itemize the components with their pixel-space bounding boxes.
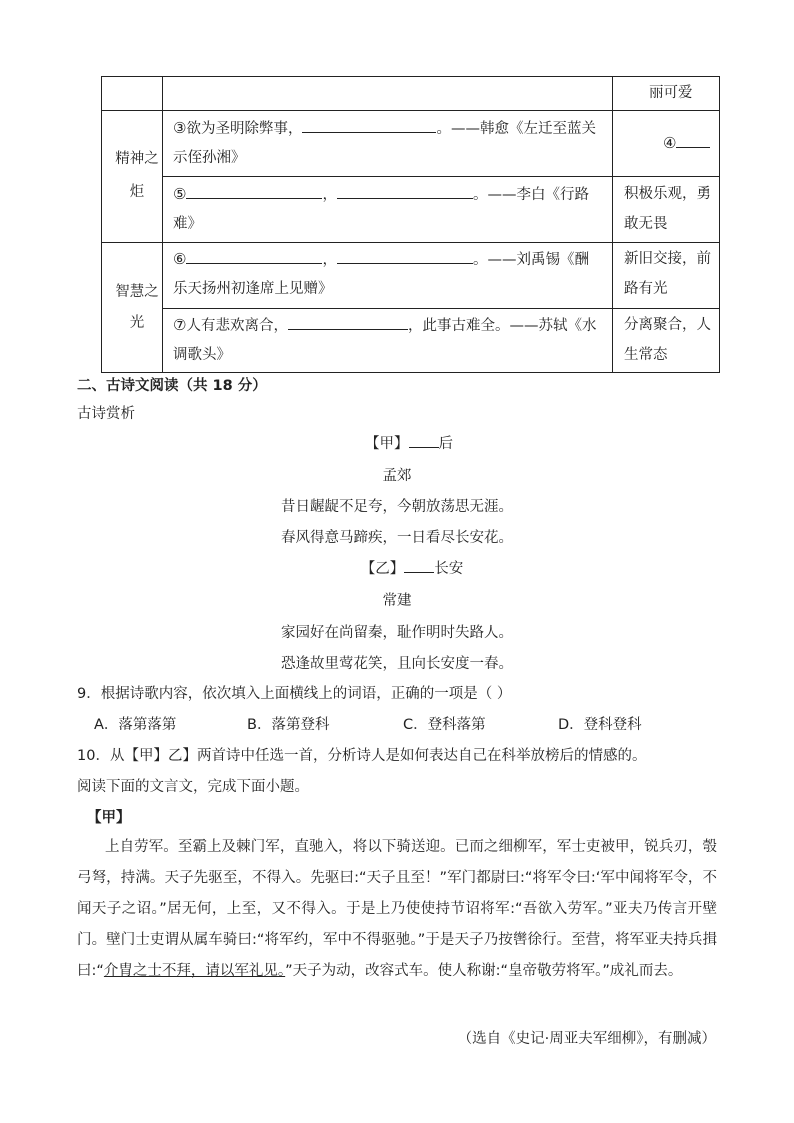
table-row-3-line2: 示侄孙湘》 xyxy=(173,150,246,166)
row5-text-after: 。——李白《行路 xyxy=(472,187,589,203)
poem1-title-end: 后 xyxy=(438,436,453,452)
poem2-label: 【乙】 xyxy=(360,561,405,577)
option-c: C．登科落第 xyxy=(403,717,486,733)
passage-text-1: 上自劳军。至霸上及棘门军，直驰入，将以下骑送迎。已而之细柳军，军士吏被甲，锐兵刃，彀弓弩，持满。天子先驱至，不得入。先驱曰:“天子且至！”军门都尉曰:“将军令曰:‘军中闻将军令，不闻天子之诏。”居无何，上至，又不得入。于是上乃使使持节诏将军:“吾欲入劳军。”亚夫乃传言开壁门。壁门士吏谓从属车骑曰:“将军约，军中不得驱驰。”于是天子乃按辔徐行。至营，将军亚夫持兵揖曰:“ xyxy=(77,839,717,979)
table-cell-right-row6-line1: 新旧交接，前 xyxy=(624,251,711,267)
table-border-bottom xyxy=(101,372,720,373)
row6-comma: ， xyxy=(322,252,337,268)
table-cell-right-row7-line1: 分离聚合，人 xyxy=(624,317,711,333)
category-spirit-line2: 炬 xyxy=(129,184,145,200)
option-d: D．登科登科 xyxy=(558,717,642,733)
poem1-author: 孟郊 xyxy=(382,468,412,484)
row6-text-after: 。——刘禹锡《酬 xyxy=(472,252,589,268)
row7-text-after: ，此事古难全。——苏轼《水 xyxy=(407,318,597,334)
table-divider-row4 xyxy=(162,308,720,309)
section-subtitle: 古诗赏析 xyxy=(77,406,135,422)
poem1-title xyxy=(0,432,794,453)
title-blank xyxy=(404,558,434,573)
fill-blank xyxy=(676,133,710,148)
item-number-3: ③ xyxy=(173,119,187,137)
passage-text-2: ”天子为动，改容式车。使人称谢:“皇帝敬劳将军。”成礼而去。 xyxy=(285,963,683,979)
item-number-5: ⑤ xyxy=(173,185,187,203)
table-divider-row3 xyxy=(101,242,720,243)
fill-blank xyxy=(302,118,436,133)
option-b: B．落第登科 xyxy=(247,717,330,733)
table-border-right xyxy=(719,76,720,373)
option-a: A．落第落第 xyxy=(94,717,177,733)
row3-text-before: 欲为圣明除弊事， xyxy=(186,121,303,137)
fill-blank xyxy=(337,184,473,199)
title-blank xyxy=(409,433,439,448)
table-row-3-line1 xyxy=(173,113,596,144)
passage-underlined-sentence: 介胄之士不拜，请以军礼见。 xyxy=(103,963,286,979)
table-divider-row1 xyxy=(101,110,720,111)
table-divider-row2 xyxy=(162,176,720,177)
table-cell-right-row5-line2: 敢无畏 xyxy=(624,216,668,232)
passage-source: （选自《史记·周亚夫军细柳》，有删减） xyxy=(457,1031,716,1047)
item-number-7: ⑦ xyxy=(173,316,187,334)
poem1-line2: 春风得意马蹄疾，一日看尽长安花。 xyxy=(281,530,513,546)
table-cell-right-row7-line2: 生常态 xyxy=(624,347,668,363)
poem2-title xyxy=(0,557,794,578)
reading-instruction: 阅读下面的文言文，完成下面小题。 xyxy=(77,779,309,795)
fill-blank xyxy=(337,249,473,264)
table-border-left xyxy=(101,76,102,373)
table-cell-right-row3 xyxy=(663,128,710,159)
question-9: 9．根据诗歌内容，依次填入上面横线上的词语，正确的一项是（ ） xyxy=(77,686,512,702)
category-wisdom-line1: 智慧之 xyxy=(115,284,159,300)
table-divider-col2 xyxy=(612,76,613,373)
category-wisdom-line2: 光 xyxy=(129,315,145,331)
table-row-7-line1 xyxy=(173,310,596,341)
poem2-line2: 恐逢故里莺花笑，且向长安度一春。 xyxy=(281,656,513,672)
category-spirit-line1: 精神之 xyxy=(115,151,159,167)
table-row-6-line1 xyxy=(173,244,589,275)
section-title: 二、古诗文阅读（共 18 分） xyxy=(77,378,267,394)
table-row-6-line2: 乐天扬州初逢席上见赠》 xyxy=(173,281,333,297)
poem2-line1: 家园好在尚留秦，耻作明时失路人。 xyxy=(281,625,513,641)
row5-comma: ， xyxy=(322,187,337,203)
item-number-6: ⑥ xyxy=(173,250,187,268)
table-row-5-line1 xyxy=(173,179,589,210)
poem1-line1: 昔日龌龊不足夸，今朝放荡思无涯。 xyxy=(281,499,513,515)
passage-label-jia: 【甲】 xyxy=(87,810,131,826)
table-cell-right-row5-line1: 积极乐观，勇 xyxy=(624,186,711,202)
table-row-7-line2: 调歌头》 xyxy=(173,347,231,363)
poetry-table xyxy=(101,76,720,373)
poem2-title-end: 长安 xyxy=(434,561,464,577)
fill-blank xyxy=(288,315,408,330)
table-cell-right-row6-line2: 路有光 xyxy=(624,281,668,297)
fill-blank xyxy=(186,184,322,199)
poem2-author: 常建 xyxy=(382,593,412,609)
question-10: 10．从【甲】乙】两首诗中任选一首，分析诗人是如何表达自己在科举放榜后的情感的。 xyxy=(77,748,647,764)
classical-passage xyxy=(77,832,717,987)
poem1-label: 【甲】 xyxy=(365,436,409,452)
table-border-top xyxy=(101,76,720,77)
item-number-4: ④ xyxy=(663,134,677,152)
row7-text-before: 人有悲欢离合， xyxy=(186,318,288,334)
table-cell-right-row0: 丽可爱 xyxy=(649,85,693,101)
table-row-5-line2: 难》 xyxy=(173,216,202,232)
fill-blank xyxy=(186,249,322,264)
row3-text-after: 。——韩愈《左迁至蓝关 xyxy=(436,121,596,137)
